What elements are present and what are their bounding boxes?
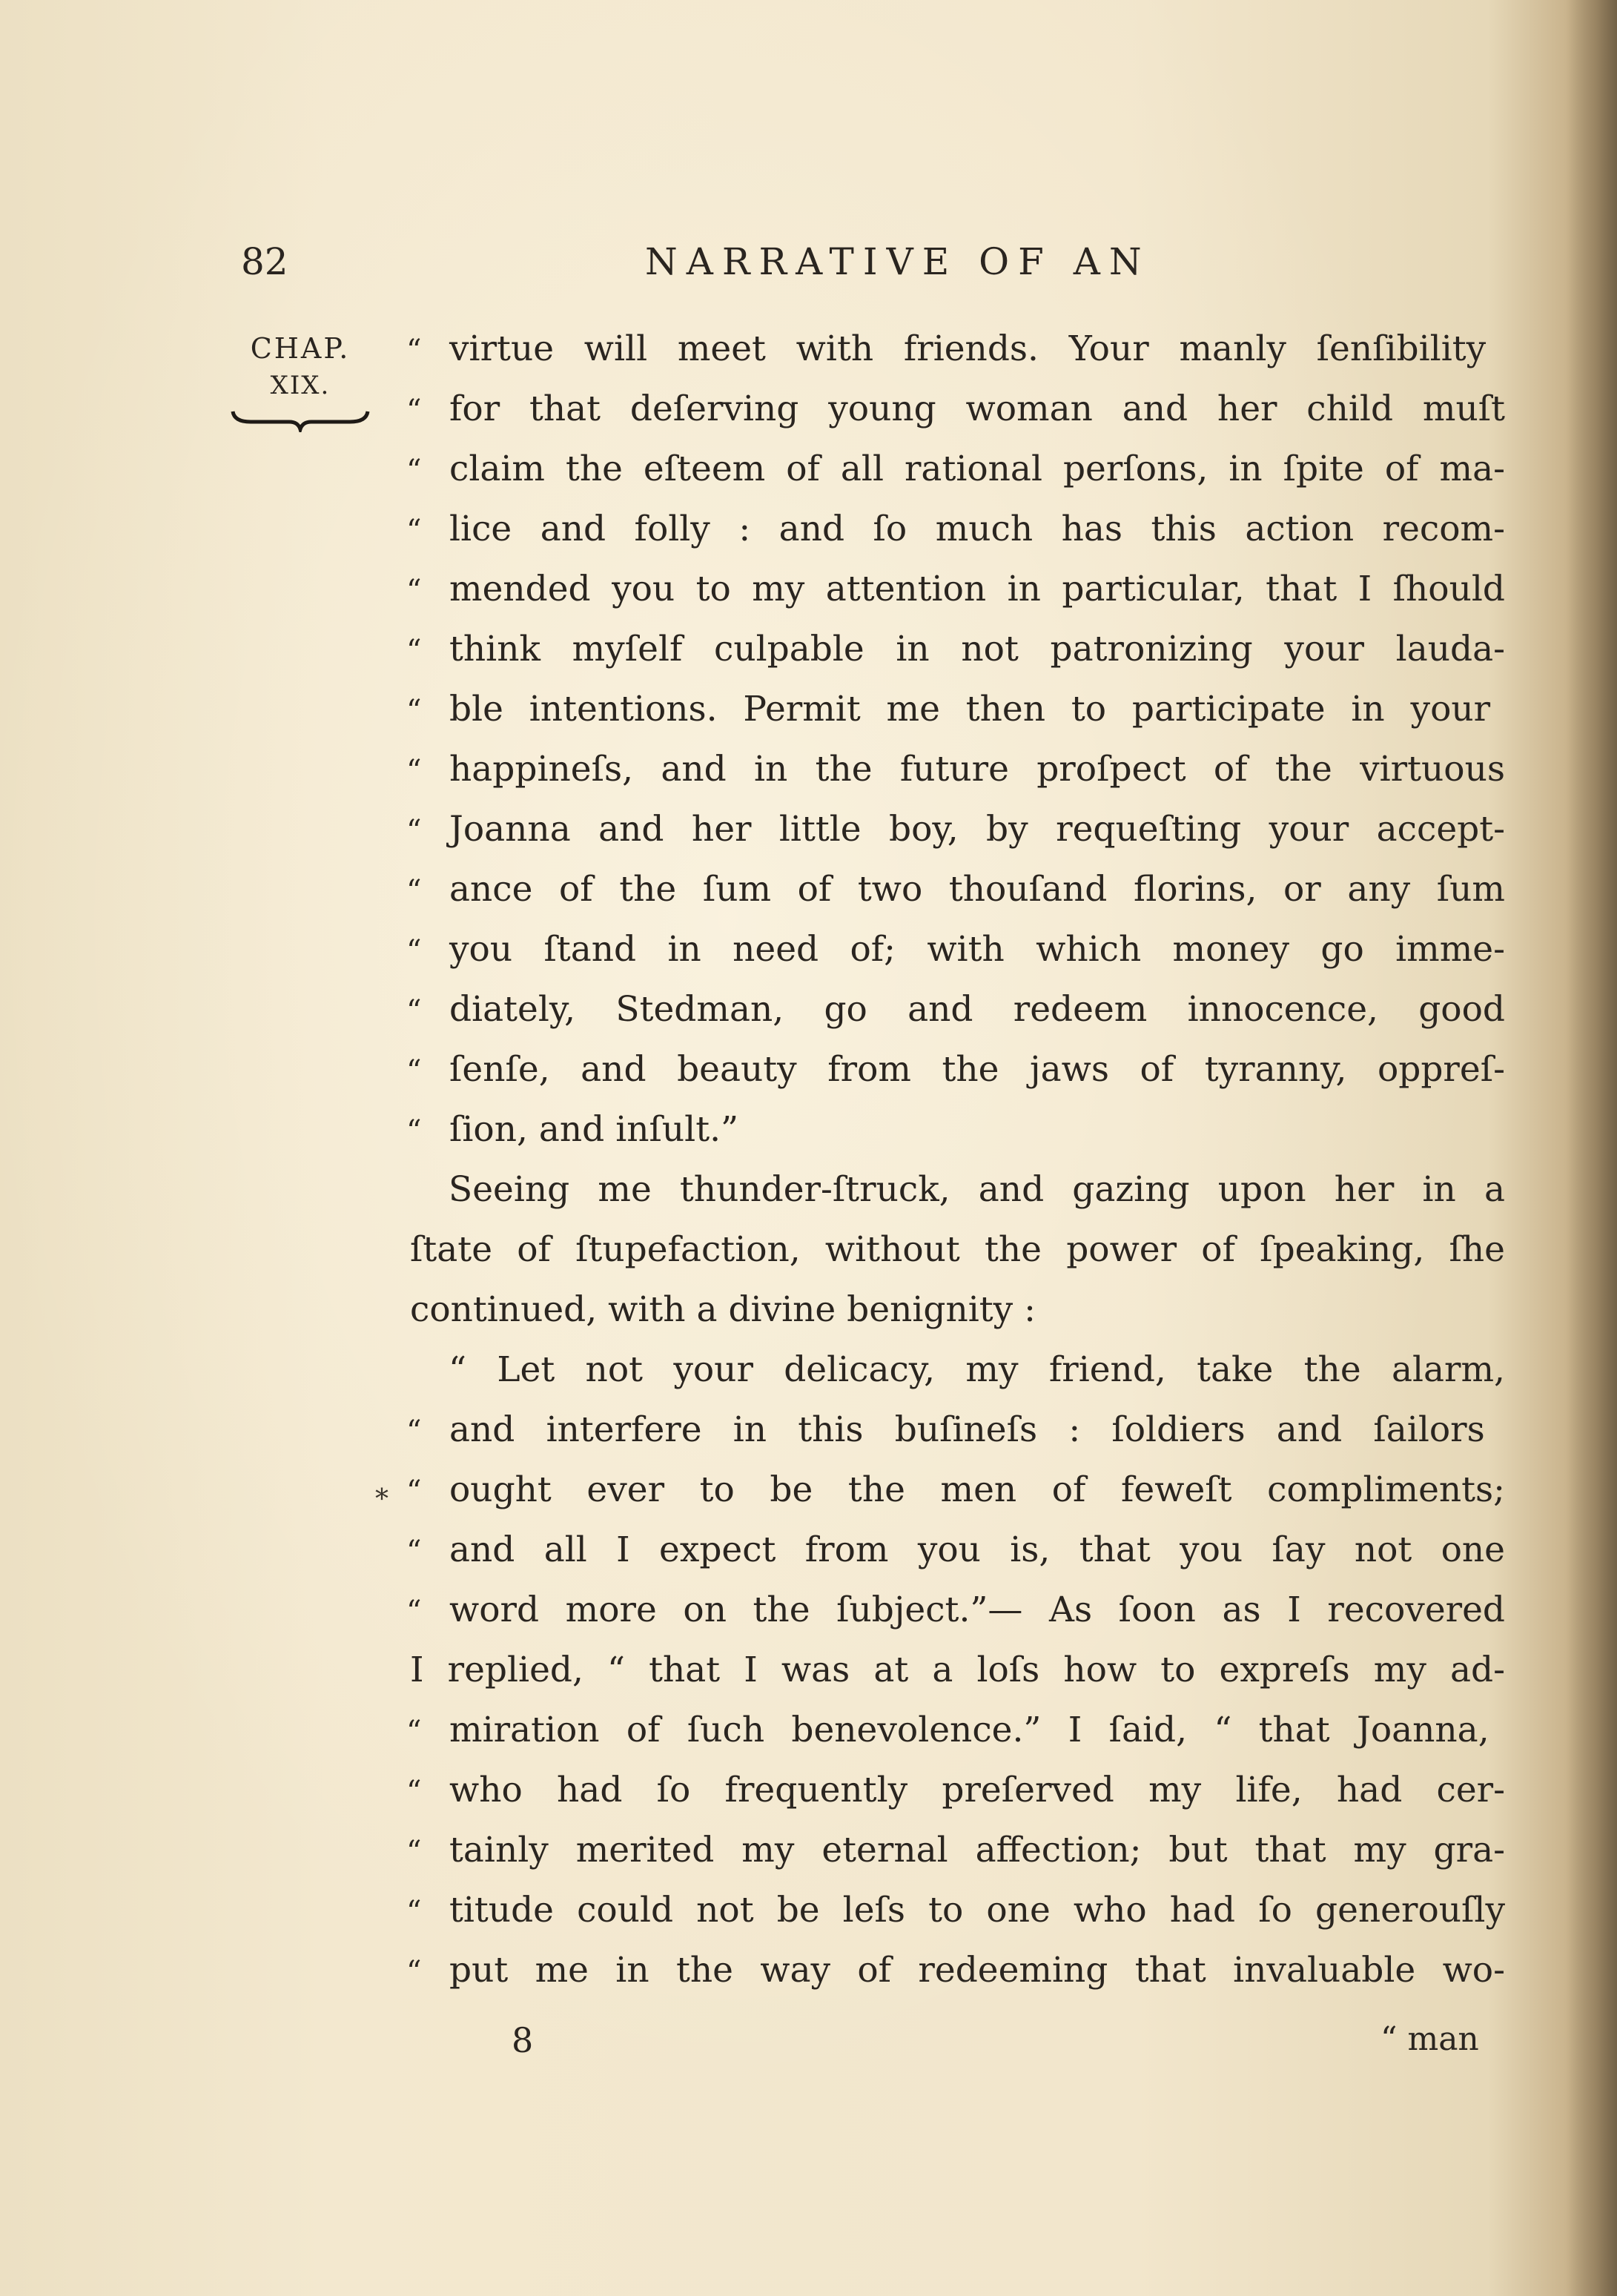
text-line [449,1159,1505,1220]
line-text: Seeing me thunder-ſtruck, and gazing upon her in a [449,1169,1505,1210]
quote-mark: “ [406,574,422,608]
line-text: word more on the ſubject.”— As ſoon as I recovered [449,1589,1505,1630]
text-line [406,1039,1505,1099]
text-line [406,619,1505,679]
line-text: continued, with a divine benignity : [410,1289,1036,1330]
text-line [406,1880,1505,1940]
quote-mark: “ [406,1535,422,1569]
quote-mark: “ [406,1475,422,1509]
line-text: who had ſo frequently preſerved my life, had cer- [449,1770,1505,1810]
quote-mark: “ [406,814,422,848]
text-line [406,1700,1489,1760]
page-edge-shadow [1565,0,1617,2296]
line-text: ſenſe, and beauty from the jaws of tyranny, oppreſ- [449,1049,1505,1090]
text-line [406,1820,1505,1880]
text-line [406,1460,1505,1520]
text-line [406,439,1505,499]
quote-mark: “ [406,994,422,1028]
quote-mark: “ [406,454,422,488]
quote-mark: “ [406,634,422,668]
chapter-label: CHAP. [250,332,351,365]
margin-asterisk: * [375,1484,388,1515]
line-text: titude could not be leſs to one who had ſo generouſly [449,1890,1505,1931]
chapter-marker [226,330,374,432]
catchword: “ man [1380,2020,1479,2058]
line-text: tainly merited my eternal affection; but that my gra- [449,1830,1505,1870]
quote-mark: “ [406,1054,422,1088]
text-line [406,379,1505,439]
quote-mark: “ [406,1955,422,1989]
line-text: for that deſerving young woman and her child muſt [449,388,1505,429]
text-line [406,919,1505,979]
text-line [406,1580,1505,1640]
quote-mark: “ [406,1895,422,1929]
line-text: ble intentions. Permit me then to participate in your [449,689,1491,730]
page-number: 82 [241,240,288,283]
page-header [0,236,1617,288]
line-text: “ Let not your delicacy, my friend, take the alarm, [449,1349,1505,1390]
text-line [406,979,1505,1039]
line-text: and interfere in this buſineſs : ſoldiers and ſailors [449,1409,1485,1450]
line-text: virtue will meet with friends. Your manly ſenſibility [449,328,1487,369]
running-head: NARRATIVE OF AN [645,240,1151,283]
quote-mark: “ [406,934,422,968]
line-text: I replied, “ that I was at a loſs how to expreſs my ad- [410,1650,1505,1690]
brace-ornament [230,407,371,432]
text-line [410,1280,1036,1340]
chapter-number: XIX. [270,371,331,400]
text-line [406,679,1490,739]
text-line [406,1400,1485,1460]
text-line [406,319,1486,379]
quote-mark: “ [406,514,422,548]
text-line [406,1940,1505,2000]
text-line [410,1640,1505,1700]
quote-mark: “ [406,1835,422,1869]
text-line [406,859,1505,919]
text-line [406,1520,1505,1580]
line-text: ſtate of ſtupefaction, without the power of ſpeaking, ſhe [410,1229,1505,1270]
quote-mark: “ [406,334,422,368]
line-text: happineſs, and in the future proſpect of the virtuous [449,749,1505,790]
line-text: ought ever to be the men of feweſt compliments; [449,1469,1505,1510]
quote-mark: “ [406,694,422,728]
line-text: ance of the ſum of two thouſand florins, or any ſum [449,869,1505,910]
text-line [406,559,1505,619]
text-line [449,1340,1505,1400]
line-text: miration of ſuch benevolence.” I ſaid, “ that Joanna, [449,1710,1489,1750]
line-text: claim the eſteem of all rational perſons, in ſpite of ma- [449,449,1505,489]
text-line [410,1220,1505,1280]
line-text: mended you to my attention in particular, that I ſhould [449,569,1505,609]
text-line [406,499,1505,559]
line-text: ſion, and inſult.” [449,1109,739,1150]
line-text: you ſtand in need of; with which money go imme- [449,929,1505,970]
quote-mark: “ [406,754,422,788]
line-text: Joanna and her little boy, by requeſting your accept- [449,809,1505,850]
text-line [406,799,1505,859]
quote-mark: “ [406,1114,422,1148]
quote-mark: “ [406,394,422,428]
line-text: put me in the way of redeeming that invaluable wo- [449,1950,1505,1991]
quote-mark: “ [406,874,422,908]
text-line [406,739,1505,799]
quote-mark: “ [406,1415,422,1449]
quote-mark: “ [406,1715,422,1749]
line-text: and all I expect from you is, that you ſay not one [449,1529,1505,1570]
quote-mark: “ [406,1775,422,1809]
text-line [406,1099,738,1159]
line-text: diately, Stedman, go and redeem innocence, good [449,989,1505,1030]
line-text: lice and folly : and ſo much has this action recom- [449,509,1505,549]
quote-mark: “ [406,1595,422,1629]
text-line [406,1760,1505,1820]
signature-mark: 8 [512,2020,534,2060]
line-text: think myſelf culpable in not patronizing your lauda- [449,629,1505,669]
